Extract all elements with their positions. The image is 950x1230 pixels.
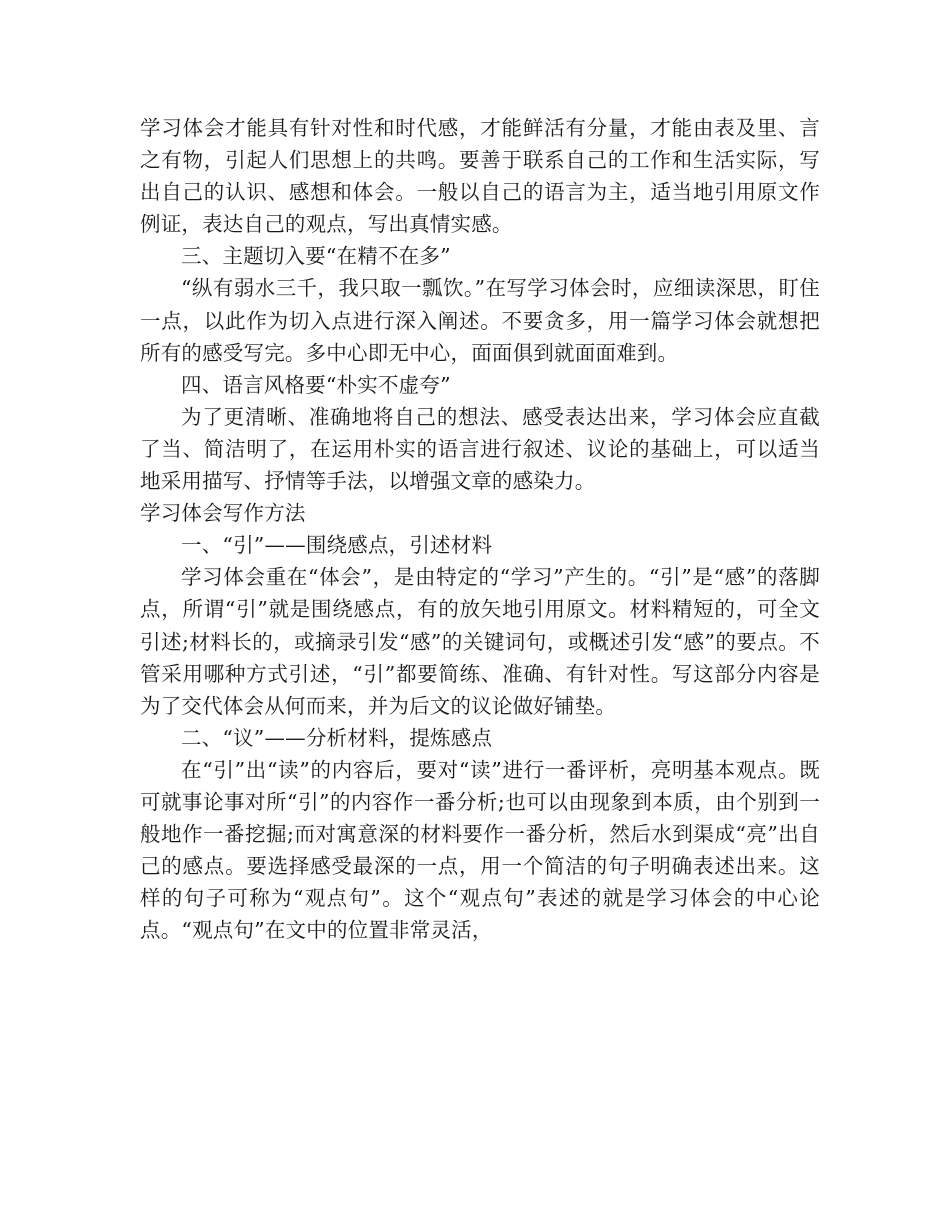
paragraph-method-one: 学习体会重在“体会”，是由特定的“学习”产生的。“引”是“感”的落脚点，所谓“引”就是围绕感点，有的放矢地引用原文。材料精短的，可全文引述;材料长的，或摘录引发“感”的关键词句，或概述引发“感”的要点。不管采用哪种方式引述，“引”都要简练、准确、有针对性。写这部分内容是为了交代体会从何而来，并为后文的议论做好铺垫。	[140, 565, 820, 718]
paragraph-intro: 学习体会才能具有针对性和时代感，才能鲜活有分量，才能由表及里、言之有物，引起人们思想上的共鸣。要善于联系自己的工作和生活实际，写出自己的认识、感想和体会。一般以自己的语言为主，适当地引用原文作例证，表达自己的观点，写出真情实感。	[140, 116, 820, 237]
document-body	[140, 112, 820, 946]
paragraph-method-two: 在“引”出“读”的内容后，要对“读”进行一番评析，亮明基本观点。既可就事论事对所“引”的内容作一番分析;也可以由现象到本质，由个别到一般地作一番挖掘;而对寓意深的材料要作一番分析，然后水到渠成“亮”出自己的感点。要选择感受最深的一点，用一个简洁的句子明确表述出来。这样的句子可称为“观点句”。这个“观点句”表述的就是学习体会的中心论点。“观点句”在文中的位置非常灵活，	[140, 757, 820, 943]
heading-method-one: 一、“引”——围绕感点，引述材料	[181, 533, 493, 558]
paragraph-section-four: 为了更清晰、准确地将自己的想法、感受表达出来，学习体会应直截了当、简洁明了，在运用朴实的语言进行叙述、议论的基础上，可以适当地采用描写、抒情等手法，以增强文章的感染力。	[140, 404, 820, 494]
heading-section-three: 三、主题切入要“在精不在多”	[181, 244, 451, 269]
paragraph-section-three: “纵有弱水三千，我只取一瓢饮。”在写学习体会时，应细读深思，盯住一点，以此作为切入点进行深入阐述。不要贪多，用一篇学习体会就想把所有的感受写完。多中心即无中心，面面俱到就面面难到。	[140, 276, 820, 365]
heading-section-four: 四、语言风格要“朴实不虚夸”	[181, 372, 451, 397]
heading-method-two: 二、“议”——分析材料，提炼感点	[181, 725, 493, 750]
heading-writing-methods: 学习体会写作方法	[140, 501, 306, 526]
